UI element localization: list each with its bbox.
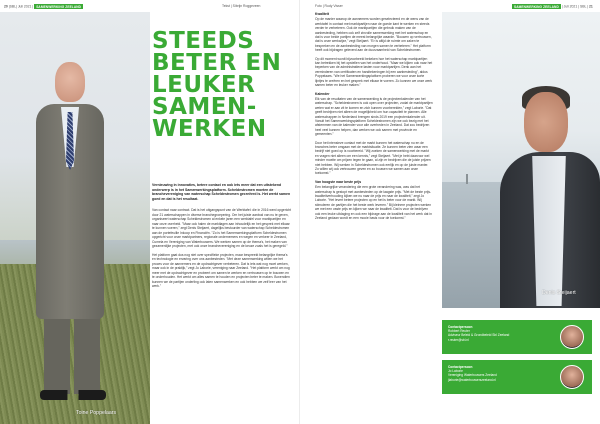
boat-mast bbox=[466, 174, 468, 184]
paragraph: Elk van de resultaten van de samenwerking is de projectenkalender van het waterschap. "Scheldestromen is ook open over projecten, zodat de marktpartijen weten wat er aan zit te komen en zich kunnen voorbereiden," zegt Laborie. "Dat geeft bedrijven niet alleen de mogelijkheid om hun capaciteit te plannen. Alle waterschappen in Nederland brengen sinds 2019 een projectenkalender uit. Vanuit het Samenwerkingsplatform Scheldestromen zijn we ook bezig met het afstemmen van de kalender voor alle overheden in Zeeland. Dat zou bedrijven heel veel kunnen helpen, dan werken we ook samen met provincie en gemeenten." bbox=[315, 96, 433, 137]
contact-name: Robbert Reuter bbox=[448, 329, 470, 334]
headline-line: LEUKER bbox=[152, 72, 256, 98]
headline-line: SAMEN- bbox=[152, 94, 257, 120]
paragraph: Door het intensieve contact met de markt kunnen het waterschap nu en de branches beter omgaan met de marktsituatie. Ze kunnen beter zien waar een bedrijf niet goed op is voorbereid. "Wij zoeken de samenwerking met de markt en vragen niet alleen om een kennis," zegt Steijaert. "Met je hebt daarvoor wel minder moeite om prijzen tegen te gaan, al zijn er bedrijven die de juiste prijzen niet hebben. Wij werken in Scheldestromen ook eerlijk en op de juiste manier. Zo willen wij ook vertrouwen geven en zo bouwen we samen aan onze toekomst." bbox=[315, 140, 431, 176]
right-issue: | Juli 2021 | SBL | bbox=[561, 4, 589, 9]
left-issue: |SBL| Juli 2021 | bbox=[8, 4, 34, 9]
contact-role: Adviseur Beleid & Grondbeleid Sbl Zeeland bbox=[448, 333, 510, 338]
contact-label: Contactpersoon bbox=[448, 325, 473, 329]
contact-text bbox=[448, 365, 556, 382]
avatar bbox=[560, 325, 584, 349]
headline-line: STEEDS bbox=[152, 28, 255, 54]
contact-box bbox=[442, 360, 592, 394]
paragraph: Het platform gaat dus nog niet over specifieke projecten, maar bespreekt belangrijke thema's en technologie en ervaring over ons aanbesteden. "Met deze samenwerking willen we het proces voor de aannemers en de opdrachtgever verbeteren. Dat is iets wat nog moet werken, maar ook in de praktijk," zegt Jo Laborie, vereniging naar Zeeland. "Het platform werkt om nog meer met de opdrachtgever en probeert om samen te werken en vertrouwen op te bouwen en te onderhouden. Het werkt om alles samen te houden en projecten beter te maken. Bovendien kunnen we de partijen onderling ook laten samenwerken en ook hebben we zelf leer van het werk." bbox=[152, 252, 290, 288]
contact-name: Jo Laborie bbox=[448, 369, 463, 374]
left-running-header bbox=[4, 4, 83, 9]
contact-email[interactable]: r.reuter@sbl.nl bbox=[448, 337, 469, 342]
portrait-photo-right bbox=[442, 12, 600, 308]
left-page-number: 20 bbox=[4, 4, 8, 9]
paragraph: Op de manier waarop de aannemers worden geselecteerd en de wens van de werktafel in contact met marktpartijen naar de goede kant te werken en steeds verder te verbeteren. Ook de marktpartijen die gebruik maken van de aanbesteding, hebben ook zelf zinvolle samenwerking met het waterschap en dat is voor beide partijen de meest belangrijke waarde. "Bouwen op vertrouwen, dat is onze werkwijze," zegt Steijaert. "Er is altijd de ruimte om zaken te bespreken en de aanbesteding van morgen samen te verbeteren." Het platform heeft ook bijdragen geleverd aan de duurzaamheid van Scheldestromen. bbox=[315, 17, 432, 53]
author-credit: Tekst | Sibrijn Roggeveen bbox=[222, 4, 261, 8]
photo-caption-left: Toine Poppelaars bbox=[76, 410, 117, 416]
person-shoes bbox=[40, 390, 106, 400]
person-head bbox=[524, 92, 568, 152]
paragraph: Op dit moment wordt bijvoorbeeld bekeken hoe het waterschap marktpartijen kan betrekken bij het opstellen van het onderhoud. "Maar we kijken ook naar het beperken van de administratieve lasten voor marktpartijen. Denk aan het verminderen van certificaten en handtekeningen bij een aanbesteding", aldus Poppelaars. "We het Samenwerkingsplatform proberen we voor onze korte lijntjes te creëren en het gesprek met elkaar te voeren. Zo kunnen we onze werk samen beter en leuker maken." bbox=[315, 56, 433, 88]
headline-line: WERKEN bbox=[152, 116, 267, 142]
headline bbox=[152, 30, 292, 140]
photo-credit: Foto | Rudy Visser bbox=[315, 4, 343, 8]
body-text-left bbox=[152, 208, 292, 293]
person-head bbox=[55, 62, 85, 102]
person-legs bbox=[44, 312, 100, 394]
contact-text bbox=[448, 325, 556, 342]
avatar bbox=[560, 365, 584, 389]
paragraph: Van contact naar contract. Dat is het uitgangspunt van de Werktafel: die in 2016 werd opgericht door 21 waterschappen in diverse branchegroepering. Om het juiste aanbod van nu te geven, organiseert waterschap Scheldestromen al enkele jaren een werktafel voor marktpartijen en naar onze overheid. "Maar ook halen de marktlagen aan inhoudelijk en het gesprek met elkaar te kunnen voeren," zegt Denis Steijaert, dagelijks bestuurder van waterschap Scheldestromen aan de portefeuille Inkoop en Financiën. "Zo is het Samenwerkingsplatform Scheldestromen opgericht voor onze marktpartners, regionale ondernemers en wegen en verkeer in Zeeland, Cumela en Vereniging van Waterbouwers. We werken samen op de thema's, het maken van gezamenlijke projecten, met ook onze branchevereniging en de keuze zoals het is geregeld." bbox=[152, 208, 291, 248]
contact-role: Vereniging Waterbouwers Zeeland bbox=[448, 373, 497, 378]
body-text-right bbox=[315, 12, 433, 224]
intro-paragraph: Vernieuwing in innovaties, betere contact en ook iets meer dat een uitstekend onderwerp is in het Samenwerkingsplatform. Scheldestromen moeten de branchevereniging van waterschap Scheldestromen gecreëerd is. Het werkt samen goed en dat is het resultaat. bbox=[152, 183, 291, 201]
section-heading: Van hoogste naar beste prijs bbox=[315, 179, 362, 184]
left-section-tag: SAMENWERKING ZEELAND bbox=[36, 4, 82, 9]
right-running-header bbox=[512, 4, 593, 9]
right-page bbox=[300, 0, 600, 424]
right-section-tag: SAMENWERKING ZEELAND bbox=[514, 4, 559, 9]
contact-email[interactable]: jlaborie@waterbouwerszeeland.nl bbox=[448, 377, 496, 382]
headline-line: BETER EN bbox=[152, 50, 282, 76]
contact-box bbox=[442, 320, 592, 354]
contact-label: Contactpersoon bbox=[448, 365, 473, 369]
portrait-photo-left bbox=[0, 12, 150, 424]
paragraph: Een belangrijke verandering die een grote verandering was, was dat het waterschap is gestopt met aanbesteden op de laagste prijs. "Met de beste prijs-kwaliteitverhouding kijken we nu naar de prijs en naar de kwaliteit," zegt Jo Laborie. "Het levert betere projecten op en het is beter voor de markt. Wij stimuleren de partijen die het beste werk leveren." Bij kleinere projecten werken we met een vaste prijs en kijken we naar de kwaliteit. Dat is voor de bedrijven ook een leuke uitdaging en ook een bijdrage aan de kwaliteit van het werk dat in Zeeland gedaan wordt en een mooie basis voor de toekomst." bbox=[315, 185, 432, 221]
photo-caption-right: Denis Steijaert bbox=[542, 290, 576, 296]
section-heading: Kalender bbox=[315, 91, 330, 96]
section-heading: Kwaliteit bbox=[315, 12, 329, 16]
right-page-number: 21 bbox=[589, 4, 593, 9]
